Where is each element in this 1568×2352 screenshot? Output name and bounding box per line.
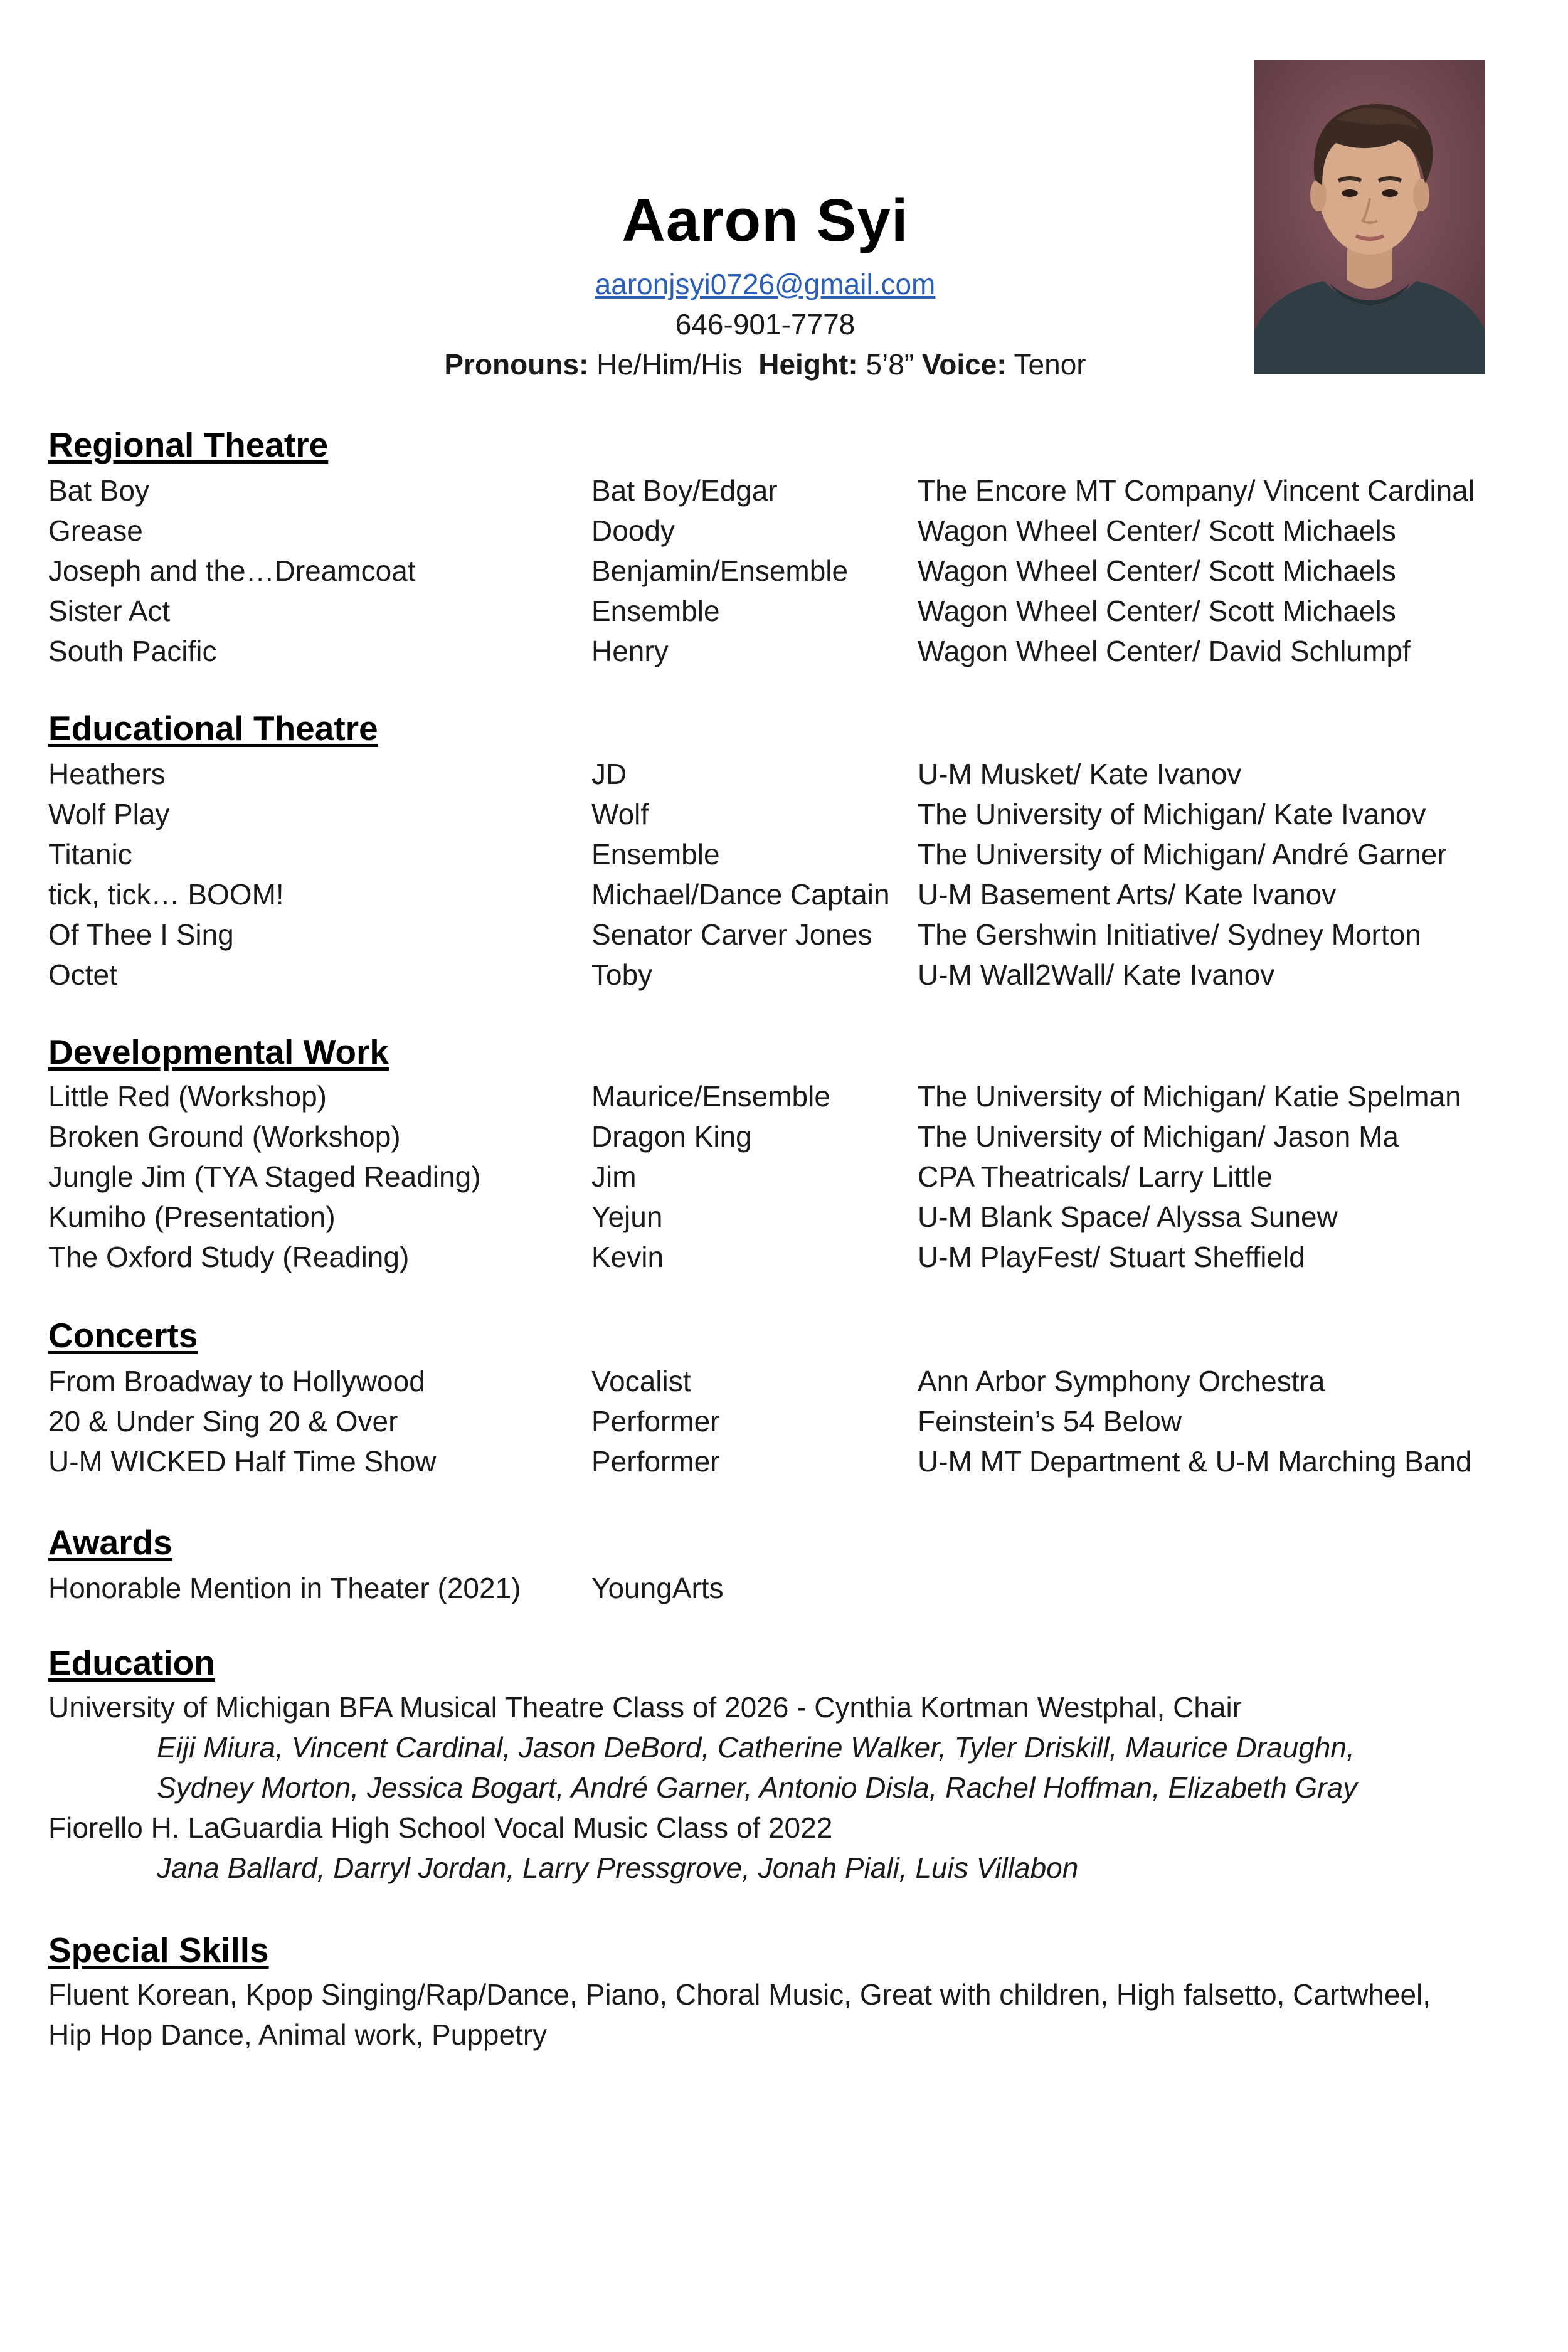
company-director: U-M Basement Arts/ Kate Ivanov (918, 878, 1337, 911)
height-value: 5’8” (866, 348, 914, 381)
table-row (0, 1361, 1568, 1401)
role: JD (591, 758, 627, 790)
phone-number: 646-901-7778 (675, 308, 856, 341)
role: Henry (591, 635, 669, 667)
table-row (0, 591, 1568, 631)
company-director: The University of Michigan/ Jason Ma (918, 1120, 1399, 1153)
email-link[interactable]: aaronjsyi0726@gmail.com (595, 268, 936, 300)
show-title: Heathers (48, 758, 166, 790)
company-director: U-M Musket/ Kate Ivanov (918, 758, 1242, 790)
venue: U-M MT Department & U-M Marching Band (918, 1445, 1472, 1478)
award-name: Honorable Mention in Theater (2021) (48, 1572, 521, 1604)
role: Ensemble (591, 838, 720, 871)
section-title-educational-theatre: Educational Theatre (48, 709, 378, 748)
section-title-special-skills: Special Skills (48, 1931, 269, 1969)
table-row (0, 754, 1568, 794)
show-title: The Oxford Study (Reading) (48, 1241, 410, 1273)
education-school: Fiorello H. LaGuardia High School Vocal Music Class of 2022 (48, 1811, 833, 1844)
role: Performer (591, 1445, 720, 1478)
headshot-illustration (1254, 60, 1485, 374)
concert-title: 20 & Under Sing 20 & Over (48, 1405, 398, 1438)
table-row (0, 1441, 1568, 1481)
skills-text: Fluent Korean, Kpop Singing/Rap/Dance, Piano, Choral Music, Great with children, High falsetto, Cartwheel, (48, 1978, 1431, 2011)
table-row (0, 511, 1568, 551)
pronouns-label: Pronouns: (444, 348, 589, 381)
show-title: tick, tick… BOOM! (48, 878, 284, 911)
height-label: Height: (758, 348, 858, 381)
table-row (0, 1197, 1568, 1237)
section-title-developmental-work: Developmental Work (48, 1032, 389, 1071)
education-teachers: Jana Ballard, Darryl Jordan, Larry Pressgrove, Jonah Piali, Luis Villabon (157, 1851, 1079, 1884)
company-director: The Gershwin Initiative/ Sydney Morton (918, 918, 1421, 951)
company-director: The University of Michigan/ André Garner (918, 838, 1447, 871)
company-director: Wagon Wheel Center/ Scott Michaels (918, 595, 1396, 627)
company-director: CPA Theatricals/ Larry Little (918, 1160, 1273, 1193)
section-title-education: Education (48, 1643, 215, 1682)
show-title: Little Red (Workshop) (48, 1080, 327, 1113)
show-title: Grease (48, 514, 143, 547)
show-title: Bat Boy (48, 474, 150, 507)
company-director: U-M Wall2Wall/ Kate Ivanov (918, 958, 1275, 991)
table-row (0, 470, 1568, 511)
education-teachers: Eiji Miura, Vincent Cardinal, Jason DeBord, Catherine Walker, Tyler Driskill, Maurice Draughn, (157, 1731, 1355, 1764)
company-director: The Encore MT Company/ Vincent Cardinal (918, 474, 1475, 507)
candidate-name: Aaron Syi (622, 187, 909, 254)
table-row (0, 1237, 1568, 1277)
show-title: Joseph and the…Dreamcoat (48, 554, 416, 587)
role: Wolf (591, 798, 649, 830)
show-title: Wolf Play (48, 798, 170, 830)
company-director: U-M Blank Space/ Alyssa Sunew (918, 1200, 1338, 1233)
role: Performer (591, 1405, 720, 1438)
table-row (0, 1401, 1568, 1441)
show-title: Jungle Jim (TYA Staged Reading) (48, 1160, 481, 1193)
education-teachers: Sydney Morton, Jessica Bogart, André Garner, Antonio Disla, Rachel Hoffman, Elizabeth Gray (157, 1771, 1358, 1804)
table-row (0, 914, 1568, 955)
table-row (0, 794, 1568, 834)
role: Jim (591, 1160, 637, 1193)
table-row (0, 631, 1568, 671)
voice-value: Tenor (1014, 348, 1086, 381)
role: Yejun (591, 1200, 663, 1233)
venue: Feinstein’s 54 Below (918, 1405, 1182, 1438)
company-director: U-M PlayFest/ Stuart Sheffield (918, 1241, 1305, 1273)
table-row (0, 834, 1568, 874)
show-title: Sister Act (48, 595, 171, 627)
award-organization: YoungArts (591, 1572, 724, 1604)
role: Bat Boy/Edgar (591, 474, 778, 507)
concert-title: U-M WICKED Half Time Show (48, 1445, 437, 1478)
role: Benjamin/Ensemble (591, 554, 849, 587)
company-director: Wagon Wheel Center/ Scott Michaels (918, 514, 1396, 547)
pronouns-value: He/Him/His (596, 348, 743, 381)
show-title: Kumiho (Presentation) (48, 1200, 336, 1233)
company-director: The University of Michigan/ Katie Spelman (918, 1080, 1461, 1113)
show-title: Titanic (48, 838, 132, 871)
education-school: University of Michigan BFA Musical Theatre Class of 2026 - Cynthia Kortman Westphal, Chair (48, 1691, 1242, 1724)
section-title-concerts: Concerts (48, 1316, 198, 1355)
role: Michael/Dance Captain (591, 878, 890, 911)
headshot-photo (1254, 60, 1485, 374)
company-director: Wagon Wheel Center/ David Schlumpf (918, 635, 1411, 667)
role: Doody (591, 514, 675, 547)
skills-text: Hip Hop Dance, Animal work, Puppetry (48, 2018, 548, 2051)
role: Ensemble (591, 595, 720, 627)
table-row (0, 955, 1568, 995)
venue: Ann Arbor Symphony Orchestra (918, 1365, 1325, 1397)
concert-title: From Broadway to Hollywood (48, 1365, 425, 1397)
role: Senator Carver Jones (591, 918, 872, 951)
role: Kevin (591, 1241, 664, 1273)
table-row (0, 874, 1568, 914)
table-row (0, 1076, 1568, 1116)
show-title: South Pacific (48, 635, 217, 667)
table-row (0, 1568, 1568, 1608)
show-title: Of Thee I Sing (48, 918, 234, 951)
role: Toby (591, 958, 653, 991)
show-title: Octet (48, 958, 117, 991)
role: Dragon King (591, 1120, 752, 1153)
section-title-regional-theatre: Regional Theatre (48, 425, 329, 464)
show-title: Broken Ground (Workshop) (48, 1120, 401, 1153)
table-row (0, 1116, 1568, 1157)
table-row (0, 551, 1568, 591)
role: Maurice/Ensemble (591, 1080, 830, 1113)
table-row (0, 1157, 1568, 1197)
voice-label: Voice: (921, 348, 1007, 381)
company-director: Wagon Wheel Center/ Scott Michaels (918, 554, 1396, 587)
role: Vocalist (591, 1365, 691, 1397)
company-director: The University of Michigan/ Kate Ivanov (918, 798, 1426, 830)
section-title-awards: Awards (48, 1523, 172, 1562)
